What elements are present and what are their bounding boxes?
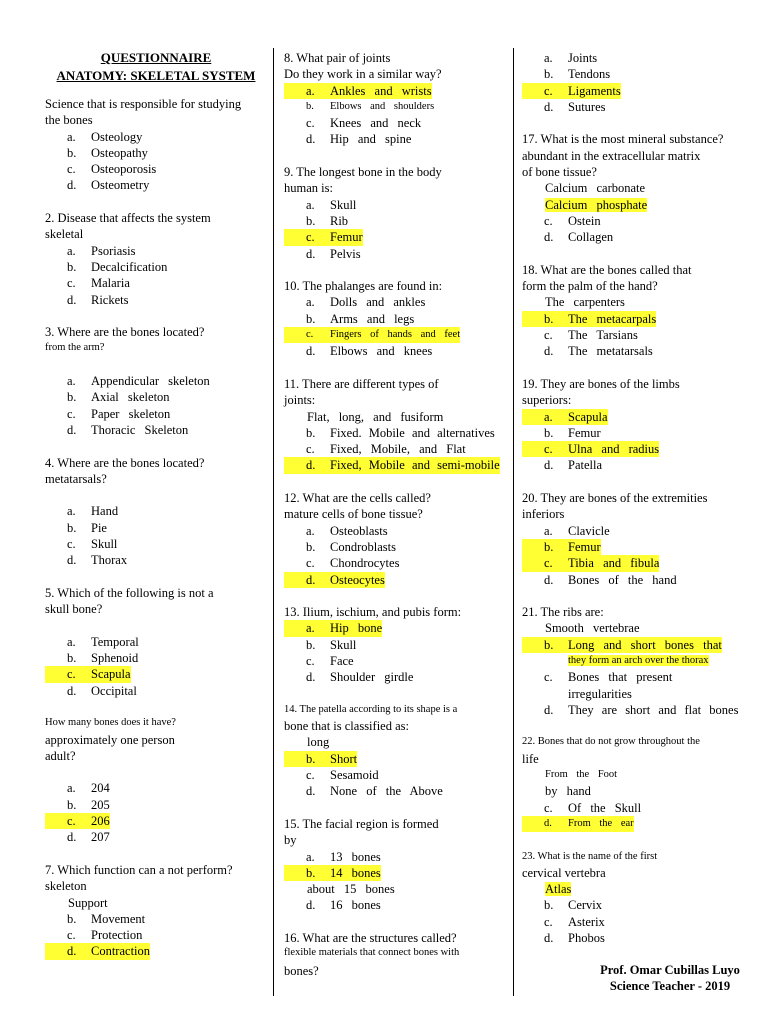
option: about 15 bones (307, 882, 395, 897)
question-stem: skeleton (45, 879, 87, 894)
question-stem: 23. What is the name of the first (522, 850, 658, 862)
option: Smooth vertebrae (545, 621, 640, 636)
question-stem: 11. There are different types of (284, 376, 439, 391)
question-block (522, 490, 764, 588)
question-stem: joints: (284, 393, 316, 408)
question-stem: skeletal (45, 227, 84, 242)
question-stem: 9. The longest bone in the body (284, 165, 442, 180)
question-stem: Do they work in a similar way? (284, 67, 442, 82)
option-highlighted: c. Fingers of hands and feet (284, 327, 510, 343)
question-stem: life (522, 751, 539, 766)
question-stem: superiors: (522, 393, 572, 408)
option-highlighted: a. Hip bone (284, 620, 510, 636)
question-stem: 5. Which of the following is not a (45, 585, 214, 600)
question-block (522, 604, 764, 718)
question-block (284, 604, 510, 685)
question-block (45, 862, 267, 960)
question-block (284, 816, 510, 914)
question-block (45, 210, 267, 308)
question-block (284, 278, 510, 359)
question-stem: bones? (284, 964, 319, 979)
option: c. Chondrocytes (306, 556, 400, 571)
question-block (284, 702, 510, 800)
question-stem: human is: (284, 181, 333, 196)
question-block (522, 262, 764, 360)
option: d. Collagen (544, 230, 614, 245)
option: d. They are short and flat bones (544, 702, 739, 717)
question-stem: skull bone? (45, 602, 103, 617)
option: c. Paper skeleton (67, 406, 171, 421)
question-stem: 10. The phalanges are found in: (284, 279, 443, 294)
option-highlighted: Calcium phosphate (545, 197, 648, 212)
option: b. Condroblasts (306, 539, 396, 554)
column-3 (522, 50, 764, 946)
question-block (522, 376, 764, 474)
option: b. Rib (306, 213, 349, 228)
option: d. 16 bones (306, 898, 381, 913)
question-stem: inferiors (522, 507, 565, 522)
option: b. Skull (306, 637, 357, 652)
option-highlighted: b. Long and short bones that (522, 637, 764, 653)
option: b. Arms and legs (306, 311, 415, 326)
option-highlighted: b. Short (284, 751, 510, 767)
option: a. Osteoblasts (306, 523, 388, 538)
option: a. Psoriasis (67, 243, 136, 258)
question-stem: 20. They are bones of the extremities (522, 491, 708, 506)
option: a. Hand (67, 504, 119, 519)
document-title: QUESTIONNAIRE (100, 50, 212, 65)
option-highlighted: b. 14 bones (284, 865, 510, 881)
question-stem: cervical vertebra (522, 865, 606, 880)
option: Flat, long, and fusiform (307, 409, 444, 424)
option: d. 207 (67, 830, 110, 845)
question-block (284, 490, 510, 588)
option: b. Sphenoid (67, 651, 139, 666)
option-highlighted: Atlas (545, 882, 572, 897)
question-block (45, 715, 267, 845)
option: a. Temporal (67, 634, 139, 649)
option: d. Elbows and knees (306, 344, 433, 359)
option: d. Sutures (544, 99, 606, 114)
option: c. Knees and neck (306, 116, 422, 131)
question-stem: mature cells of bone tissue? (284, 507, 423, 522)
option: b. Movement (67, 911, 146, 926)
option-highlighted: d. Contraction (45, 943, 267, 959)
question-stem: of bone tissue? (522, 165, 597, 180)
question-stem: metatarsals? (45, 471, 107, 486)
option: a. 204 (67, 781, 110, 796)
question-block (284, 376, 510, 474)
question-stem: form the palm of the hand? (522, 279, 658, 294)
option-highlighted: b. Femur (522, 539, 764, 555)
question-stem: Science that is responsible for studying (45, 97, 242, 111)
question-stem: 21. The ribs are: (522, 605, 604, 620)
question-stem: 22. Bones that do not grow throughout the (522, 736, 700, 748)
option: b. Fixed. Mobile and alternatives (306, 425, 495, 440)
question-block (45, 585, 267, 699)
question-block (45, 96, 267, 194)
option: d. Thorax (67, 553, 128, 568)
option: d. The metatarsals (544, 344, 653, 359)
option-highlighted: c. Scapula (45, 666, 267, 682)
question-stem: 14. The patella according to its shape is a (284, 703, 458, 715)
option: b. Femur (544, 425, 601, 440)
option: a. Osteology (67, 129, 143, 144)
option: b. Tendons (544, 67, 611, 82)
option: c. Asterix (544, 914, 605, 929)
option-continuation: irregularities (568, 686, 632, 701)
question-block (522, 131, 764, 245)
option-highlighted: d. Fixed, Mobile and semi-mobile (284, 457, 510, 473)
option: c. Malaria (67, 276, 130, 291)
option-highlighted: d. From the ear (522, 816, 764, 832)
option: d. Thoracic Skeleton (67, 422, 189, 437)
question-block (284, 50, 510, 148)
option: c. Bones that present (544, 670, 673, 685)
question-block (284, 930, 510, 980)
option: by hand (545, 784, 591, 799)
option: d. Shoulder girdle (306, 670, 414, 685)
option-highlighted: c. Tibia and fibula (522, 555, 764, 571)
option-continuation: they form an arch over the thorax (568, 654, 709, 666)
option: c. Sesamoid (306, 768, 379, 783)
question-stem: by (284, 833, 297, 848)
author-role: Science Teacher - 2019 (609, 979, 731, 993)
option: The carpenters (545, 295, 625, 310)
option-highlighted: b. The metacarpals (522, 311, 764, 327)
question-stem: 16. What are the structures called? (284, 931, 457, 946)
question-block (284, 164, 510, 262)
option: b. Decalcification (67, 259, 168, 274)
question-stem: 18. What are the bones called that (522, 262, 692, 277)
question-stem: adult? (45, 748, 76, 763)
column-2 (284, 50, 510, 980)
question-stem: 8. What pair of joints (284, 51, 391, 65)
question-stem: 15. The facial region is formed (284, 816, 439, 831)
question-stem: How many bones does it have? (45, 717, 176, 729)
option: c. Protection (67, 928, 143, 943)
option: b. 205 (67, 797, 110, 812)
option: c. Skull (67, 537, 118, 552)
option: Support (68, 895, 108, 910)
question-stem: from the arm? (45, 342, 105, 354)
question-stem: 19. They are bones of the limbs (522, 376, 680, 391)
option-highlighted: a. Ankles and wrists (284, 83, 510, 99)
question-stem: 7. Which function can a not perform? (45, 862, 233, 877)
option: b. Cervix (544, 898, 603, 913)
document-subtitle: ANATOMY: SKELETAL SYSTEM (56, 68, 256, 83)
question-block (45, 455, 267, 569)
option-highlighted: d. Osteocytes (284, 572, 510, 588)
option: a. Skull (306, 197, 357, 212)
option: a. Joints (544, 51, 598, 65)
option: c. Face (306, 653, 354, 668)
option: c. The Tarsians (544, 328, 638, 343)
option: d. Occipital (67, 683, 137, 698)
option: From the Foot (545, 769, 618, 781)
option: b. Elbows and shoulders (306, 100, 435, 112)
question-stem: the bones (45, 113, 93, 128)
option: d. Bones of the hand (544, 572, 677, 587)
option: d. Phobos (544, 931, 605, 946)
option: c. Osteoporosis (67, 162, 157, 177)
column-1 (45, 50, 267, 960)
option: b. Pie (67, 520, 107, 535)
option: long (307, 735, 330, 750)
column-divider (273, 48, 274, 996)
question-stem: flexible materials that connect bones with (284, 947, 460, 959)
option-highlighted: c. Femur (284, 229, 510, 245)
question-stem: 12. What are the cells called? (284, 491, 431, 506)
question-block (522, 734, 764, 832)
option: d. Patella (544, 458, 603, 473)
question-stem: 2. Disease that affects the system (45, 211, 211, 226)
question-block (522, 849, 764, 947)
option: a. Dolls and ankles (306, 295, 426, 310)
question-stem: abundant in the extracellular matrix (522, 148, 701, 163)
option: d. Hip and spine (306, 132, 412, 147)
option: c. Of the Skull (544, 800, 642, 815)
option-highlighted: c. Ligaments (522, 83, 764, 99)
signature-block (580, 962, 760, 994)
author-name: Prof. Omar Cubillas Luyo (600, 963, 740, 977)
question-block (522, 50, 764, 115)
option: Calcium carbonate (545, 181, 646, 196)
option: d. Pelvis (306, 246, 361, 261)
question-stem: approximately one person (45, 732, 175, 747)
question-stem: 17. What is the most mineral substance? (522, 132, 724, 147)
question-stem: 4. Where are the bones located? (45, 455, 205, 470)
option-highlighted: a. Scapula (522, 409, 764, 425)
option-highlighted: c. 206 (45, 813, 267, 829)
question-stem: bone that is classified as: (284, 719, 409, 734)
option: a. Appendicular skeleton (67, 374, 210, 389)
option: a. 13 bones (306, 849, 381, 864)
option: a. Clavicle (544, 523, 610, 538)
question-block (45, 324, 267, 438)
option: b. Axial skeleton (67, 390, 170, 405)
option: c. Ostein (544, 213, 601, 228)
option-highlighted: c. Ulna and radius (522, 441, 764, 457)
option: d. Rickets (67, 292, 129, 307)
option: d. Osteometry (67, 178, 150, 193)
column-divider (513, 48, 514, 996)
option: b. Osteopathy (67, 145, 148, 160)
option: c. Fixed, Mobile, and Flat (306, 442, 466, 457)
question-stem: 3. Where are the bones located? (45, 325, 205, 340)
question-stem: 13. Ilium, ischium, and pubis form: (284, 605, 462, 620)
option: d. None of the Above (306, 784, 443, 799)
